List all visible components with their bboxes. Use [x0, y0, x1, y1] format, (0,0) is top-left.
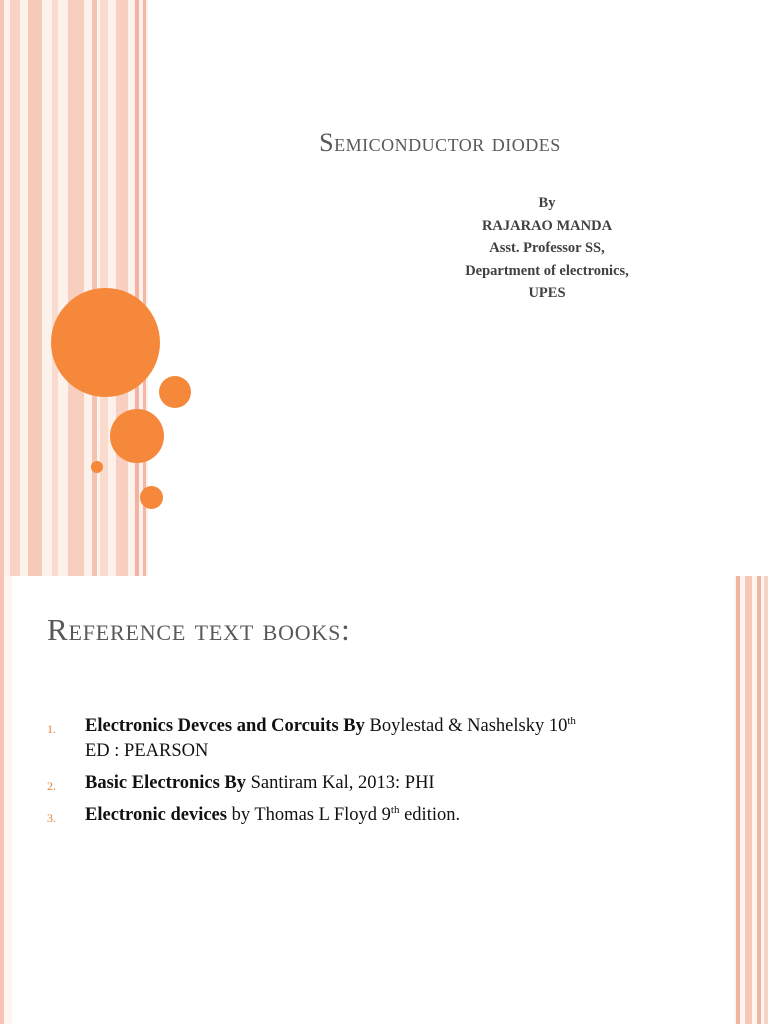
- book-title: Electronic devices: [85, 805, 227, 825]
- decor-circle-dot: [91, 461, 103, 473]
- author-block: [397, 192, 697, 305]
- book-publisher: ED : PEARSON: [85, 741, 209, 761]
- reference-list: [0, 714, 700, 835]
- book-title: Electronics Devces and Corcuits By: [85, 716, 365, 736]
- author-position: Asst. Professor SS,: [489, 240, 605, 256]
- author-department: Department of electronics,: [465, 262, 629, 279]
- decor-circle-large: [51, 288, 160, 397]
- stripe: [135, 0, 139, 576]
- list-item: [0, 803, 700, 828]
- stripe: [757, 576, 761, 1024]
- stripe: [68, 0, 84, 576]
- book-author: by Thomas L Floyd 9: [226, 805, 391, 825]
- stripe: [764, 576, 768, 1024]
- author-by: By: [538, 195, 556, 211]
- book-author: Santiram Kal, 2013: PHI: [246, 773, 435, 793]
- decor-circle-medium: [110, 409, 164, 463]
- book-title: Basic Electronics By: [85, 773, 247, 793]
- list-number: 2.: [47, 779, 56, 793]
- list-item: [0, 771, 700, 796]
- references-title: Reference text books:: [47, 612, 351, 647]
- stripe: [10, 0, 20, 576]
- author-institution: UPES: [528, 285, 566, 301]
- book-edition: edition.: [399, 805, 461, 825]
- stripe: [116, 0, 128, 576]
- superscript: th: [567, 714, 576, 727]
- list-item: [0, 714, 700, 764]
- stripe: [736, 576, 740, 1024]
- stripe: [745, 576, 752, 1024]
- superscript: th: [390, 803, 400, 816]
- list-number: 1.: [47, 722, 56, 736]
- list-number: 3.: [47, 811, 56, 825]
- slide-title-text: Semiconductor diodes: [319, 128, 561, 157]
- decor-circle-small: [159, 376, 191, 408]
- decor-circle-small: [140, 486, 163, 509]
- stripe: [0, 0, 4, 576]
- book-author: Boylestad & Nashelsky 10: [364, 716, 568, 736]
- stripe: [28, 0, 42, 576]
- stripe: [52, 0, 58, 576]
- author-name: RAJARAO MANDA: [481, 217, 613, 234]
